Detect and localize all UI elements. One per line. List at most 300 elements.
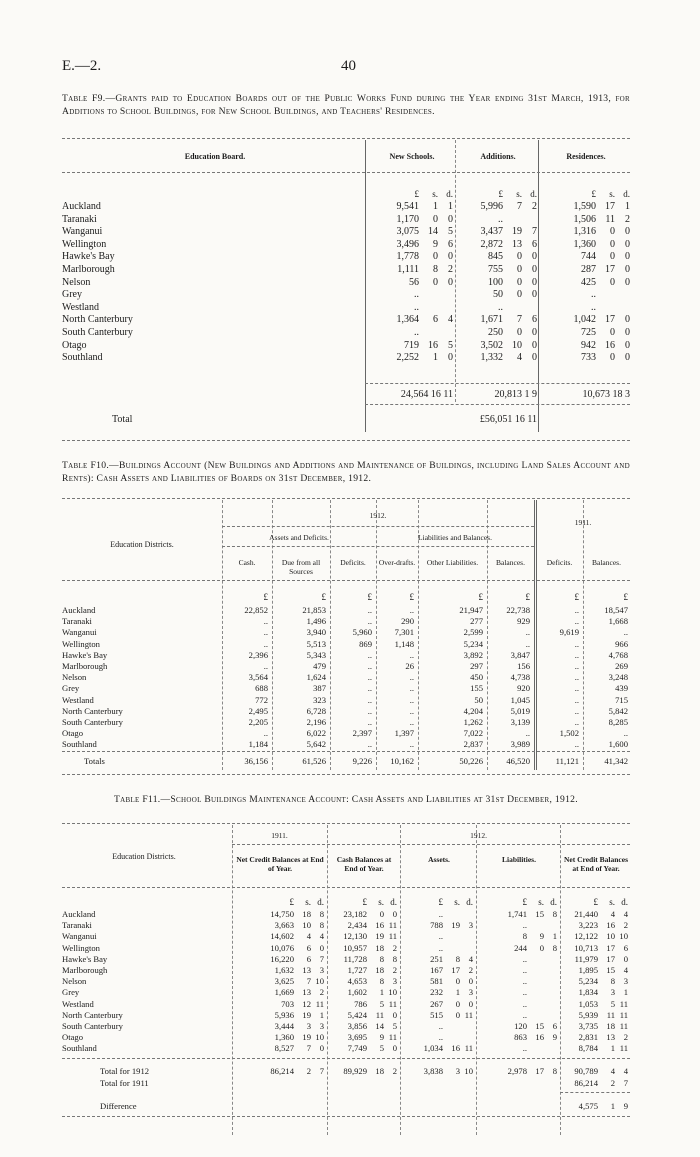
- f10-cell: 1,262: [463, 717, 483, 727]
- f11-cell-d: 0: [392, 1043, 397, 1054]
- f11-cell-s: 13: [302, 965, 311, 975]
- f9-row-add-d: 0: [532, 251, 537, 263]
- f11-cell-s: 1: [455, 987, 460, 998]
- f11-cur-l: £: [289, 897, 294, 907]
- f11-cell-l: ..: [438, 942, 443, 953]
- f9-row-add-d: 0: [532, 339, 537, 351]
- f10-row-label: Otago: [62, 728, 84, 739]
- f10-cell: ..: [263, 616, 268, 627]
- f10-cell: 5,019: [510, 705, 530, 716]
- f9-row-res-l: 942: [581, 339, 596, 351]
- f11-cur-l: £: [362, 897, 367, 907]
- f11-cell-s: 16: [606, 920, 615, 931]
- f11-col-divider: [476, 825, 477, 1135]
- f11-cell-d: 3: [468, 920, 473, 931]
- f11-cell-l: ..: [522, 920, 527, 931]
- f10-head-rule: [62, 580, 630, 581]
- f9-row-new-d: 5: [448, 226, 453, 238]
- f11-cell-l: 1,834: [578, 987, 598, 998]
- f11-total1912-s: 17: [535, 1066, 544, 1076]
- f11-cell-d: 11: [388, 931, 397, 942]
- f10-cell: 290: [401, 616, 414, 627]
- f9-head-new: New Schools.: [389, 152, 435, 161]
- f9-row-new-d: 1: [448, 201, 453, 212]
- f10-cell: 715: [615, 694, 628, 705]
- f9-row-res-l: ..: [591, 301, 596, 313]
- f11-total1912-s: 18: [375, 1066, 384, 1076]
- f9-row-res-l: 1,590: [573, 201, 596, 212]
- f9-row-res-s: 11: [605, 213, 615, 225]
- f11-cell-s: 3: [610, 987, 615, 998]
- f9-new-cur-l: £: [414, 189, 419, 199]
- f10-year-rule: [222, 526, 534, 527]
- f11-cell-l: ..: [438, 1032, 443, 1043]
- f9-row-new-l: 1,364: [396, 314, 419, 326]
- f9-row-label: North Canterbury: [62, 314, 133, 326]
- f9-row-add-l: 250: [488, 327, 503, 338]
- f9-row-res-l: 287: [581, 264, 596, 275]
- f10-row-label: Grey: [62, 683, 80, 694]
- f11-cell-l: 3,444: [274, 1021, 294, 1031]
- f10-cell: ..: [525, 627, 530, 638]
- f11-cell-l: 2,434: [347, 920, 367, 931]
- f10-cell: 156: [517, 661, 530, 671]
- f11-cell-l: 1,602: [347, 987, 367, 998]
- f10-caption: [62, 459, 630, 485]
- f11-caption: [62, 793, 630, 806]
- f9-row-new-d: 6: [448, 238, 453, 250]
- f9-add-cur-s: s.: [516, 189, 522, 199]
- f9-row-add-s: 10: [512, 339, 522, 351]
- f10-cell: 387: [313, 683, 326, 694]
- f9-row-res-s: 0: [610, 327, 615, 338]
- f10-cur: £: [525, 592, 530, 602]
- f11-cell-s: 1: [610, 1043, 615, 1054]
- f9-row-add-s: 7: [517, 314, 522, 326]
- f9-add-cur-l: £: [498, 189, 503, 199]
- f9-row-new-d: 0: [448, 251, 453, 263]
- f11-row-label: Nelson: [62, 976, 87, 987]
- f9-row-new-s: 0: [433, 276, 438, 288]
- f9-caption: [62, 92, 630, 118]
- f10-cell: 5,234: [463, 638, 483, 649]
- f10-cell: 966: [615, 638, 628, 649]
- f10-cell: ..: [367, 616, 372, 627]
- f11-cell-d: 4: [623, 909, 628, 919]
- f11-cell-d: 2: [392, 965, 397, 975]
- f11-cell-l: 1,360: [274, 1032, 294, 1043]
- f9-row-add-s: 0: [517, 251, 522, 263]
- f11-cell-d: 8: [392, 953, 397, 964]
- f10-caption-label: Table F10.: [62, 460, 110, 471]
- f9-row-new-s: 6: [433, 314, 438, 326]
- f11-row-label: Grey: [62, 987, 80, 998]
- f11-head-liab: Liabilities.: [502, 855, 536, 864]
- f11-head-cash: Cash Balances at End of Year.: [336, 855, 392, 873]
- f11-cell-l: 3,735: [578, 1021, 598, 1031]
- f9-row-new-l: 1,170: [396, 213, 419, 225]
- f10-cell: 772: [255, 694, 268, 705]
- f10-cell: 9,619: [559, 627, 579, 638]
- f9-row-res-l: 1,506: [573, 213, 596, 225]
- f11-cell-l: ..: [438, 909, 443, 919]
- f9-res-cur-s: s.: [609, 189, 615, 199]
- f9-row-res-l: 1,360: [573, 238, 596, 250]
- f10-cell: 2,205: [248, 717, 268, 727]
- f10-cell: ..: [623, 627, 628, 638]
- f11-cell-l: 8,784: [578, 1043, 598, 1054]
- f9-total-label: Total: [112, 414, 133, 425]
- f11-row-label: Taranaki: [62, 920, 92, 931]
- f10-head-due: Due from all Sources: [281, 558, 321, 576]
- f9-row-label: Nelson: [62, 276, 91, 288]
- f9-row-res-d: 0: [625, 339, 630, 351]
- f11-cell-d: 8: [319, 920, 324, 931]
- f11-cell-s: 18: [302, 909, 311, 919]
- f11-cell-s: 0: [455, 998, 460, 1009]
- f11-cell-s: 7: [306, 976, 311, 987]
- f11-cell-l: 5,424: [347, 1009, 367, 1020]
- f11-head-assets: Assets.: [428, 855, 450, 864]
- f10-cell: 269: [615, 661, 628, 671]
- f10-cell: ..: [574, 672, 579, 683]
- f11-cell-d: 8: [552, 909, 557, 919]
- f11-diff-d: 9: [623, 1101, 628, 1111]
- f9-row-add-l: 3,502: [480, 339, 503, 351]
- f11-total1912-d: 10: [464, 1066, 473, 1076]
- f11-cell-l: 3,625: [274, 976, 294, 987]
- f10-row-label: North Canterbury: [62, 705, 123, 716]
- f10-cell: ..: [367, 717, 372, 727]
- f10-cell: 21,853: [302, 605, 326, 615]
- f9-row-label: Southland: [62, 352, 103, 364]
- f11-cur-d: d.: [317, 897, 324, 907]
- f11-cur-s: s.: [538, 897, 544, 907]
- f9-row-add-l: 5,996: [480, 201, 503, 212]
- f11-cell-s: 15: [535, 1021, 544, 1031]
- f11-cell-l: ..: [522, 965, 527, 975]
- f10-cell: 18,547: [604, 605, 628, 615]
- f10-cell: 3,892: [463, 649, 483, 660]
- f9-grand-total: £56,051 16 11: [479, 414, 537, 425]
- f11-bottom-rule: [62, 1116, 630, 1117]
- f9-subtotal-add: 20,813 1 9: [494, 389, 537, 400]
- f11-cell-s: 10: [302, 920, 311, 931]
- f11-cur-s: s.: [378, 897, 384, 907]
- f9-row-add-d: 0: [532, 289, 537, 301]
- f9-row-label: Grey: [62, 289, 82, 301]
- f11-cell-s: 9: [539, 931, 544, 942]
- f11-cell-s: 5: [379, 998, 384, 1009]
- f10-cell: 7,022: [463, 728, 483, 739]
- f10-cell: ..: [574, 717, 579, 727]
- f9-row-new-s: 8: [433, 264, 438, 275]
- f9-row-new-s: 1: [433, 352, 438, 364]
- f11-cell-l: 167: [430, 965, 443, 975]
- f9-row-add-s: 19: [512, 226, 522, 238]
- f9-vline-2: [455, 140, 456, 402]
- f9-row-res-s: 17: [605, 201, 615, 212]
- f11-cell-s: 19: [302, 1032, 311, 1043]
- f11-cell-d: 11: [619, 1021, 628, 1031]
- f11-cell-l: 1,727: [347, 965, 367, 975]
- f10-cell: 3,940: [306, 627, 326, 638]
- f11-cell-l: 7,749: [347, 1043, 367, 1054]
- f10-caption-text: —Buildings Account (New Buildings and Additions and Maintenance of Buildings, including Land Sales Account and Rents): Cash Assets and Liabilities of Boards on 31st December, 1912.: [62, 460, 630, 484]
- f9-bottom-rule: [62, 440, 630, 441]
- f11-cell-s: 18: [606, 1021, 615, 1031]
- f9-row-add-s: 4: [517, 352, 522, 364]
- f11-cell-s: 0: [379, 909, 384, 919]
- f11-cell-l: 581: [430, 976, 443, 987]
- f10-cell: 26: [405, 661, 414, 671]
- f9-row-res-d: 0: [625, 226, 630, 238]
- f9-row-res-d: 1: [625, 201, 630, 212]
- f11-cell-l: 1,034: [423, 1043, 443, 1054]
- f11-cell-l: 5,936: [274, 1009, 294, 1020]
- f10-cell: 869: [359, 638, 372, 649]
- f11-cell-l: 5,939: [578, 1009, 598, 1020]
- f11-col-divider: [327, 825, 328, 1135]
- f10-cell: 929: [517, 616, 530, 627]
- f9-row-res-d: 0: [625, 314, 630, 326]
- f11-cell-s: 6: [306, 942, 311, 953]
- f10-head-deficits: Deficits.: [340, 558, 366, 567]
- f11-cell-d: 0: [623, 953, 628, 964]
- f9-row-new-l: 2,252: [396, 352, 419, 364]
- f9-row-res-d: 0: [625, 238, 630, 250]
- f11-row-label: Hawke's Bay: [62, 953, 108, 964]
- f9-row-res-l: ..: [591, 289, 596, 301]
- f10-top-rule: [62, 498, 630, 499]
- f11-cell-d: 3: [319, 1021, 324, 1031]
- f10-cell: 5,513: [306, 638, 326, 649]
- f10-cell: ..: [409, 605, 414, 615]
- f11-cell-l: 1,669: [274, 987, 294, 998]
- f11-head-net1911: Net Credit Balances at End of Year.: [236, 855, 324, 873]
- f11-cell-d: 0: [392, 909, 397, 919]
- f11-cell-l: 786: [354, 998, 367, 1009]
- f11-cell-s: 7: [306, 1043, 311, 1054]
- f9-row-new-l: 9,541: [396, 201, 419, 212]
- f11-row-label: Wanganui: [62, 931, 97, 942]
- f11-cell-s: 8: [379, 953, 384, 964]
- f10-cell: 155: [470, 683, 483, 694]
- f9-row-new-d: 0: [448, 352, 453, 364]
- f11-cell-d: 11: [388, 998, 397, 1009]
- f9-row-res-s: 17: [605, 264, 615, 275]
- f11-total1911-s: 2: [610, 1078, 615, 1088]
- f10-row-label: Wanganui: [62, 627, 97, 638]
- f10-cell: 1,496: [306, 616, 326, 627]
- f11-cell-d: 4: [623, 965, 628, 975]
- f11-cell-l: ..: [522, 953, 527, 964]
- f10-head-other: Other Liabilities.: [426, 558, 479, 567]
- f11-cell-d: 7: [319, 953, 324, 964]
- f11-cell-l: 10,713: [574, 942, 598, 953]
- f11-cell-l: 3,695: [347, 1032, 367, 1043]
- f9-row-new-s: 0: [433, 251, 438, 263]
- f11-cell-s: 19: [302, 1009, 311, 1020]
- f11-cell-d: 1: [552, 931, 557, 942]
- f10-head-cash: Cash.: [238, 558, 256, 567]
- f11-caption-label: Table F11.: [114, 794, 161, 805]
- f10-cell: 1,397: [394, 728, 414, 739]
- f10-cell: ..: [263, 661, 268, 671]
- f11-cell-d: 10: [315, 976, 324, 987]
- f10-row-label: Marlborough: [62, 661, 108, 671]
- f11-cell-l: 12,122: [574, 931, 598, 942]
- f9-row-label: Wanganui: [62, 226, 103, 238]
- f9-row-add-l: 3,437: [480, 226, 503, 238]
- f10-year-1911: 1911.: [574, 518, 592, 527]
- f11-cell-d: 2: [319, 987, 324, 998]
- f10-total-cell: 46,520: [506, 756, 530, 766]
- f11-cell-s: 15: [606, 965, 615, 975]
- f10-cell: ..: [409, 683, 414, 694]
- f11-col-divider: [232, 825, 233, 1135]
- f10-cell: 4,738: [510, 672, 530, 683]
- f11-row-label: Marlborough: [62, 965, 108, 975]
- f10-cell: 2,599: [463, 627, 483, 638]
- f11-diff-s: 1: [610, 1101, 615, 1111]
- f11-cell-s: 18: [375, 965, 384, 975]
- f9-row-add-l: ..: [498, 213, 503, 225]
- f9-row-add-l: 845: [488, 251, 503, 263]
- f11-cell-s: 12: [302, 998, 311, 1009]
- f10-head-def11: Deficits.: [546, 558, 573, 567]
- f10-cell: ..: [574, 694, 579, 705]
- f9-row-new-d: 4: [448, 314, 453, 326]
- f11-cell-l: 10,076: [270, 942, 294, 953]
- f9-row-new-l: 1,111: [397, 264, 419, 275]
- f10-cell: ..: [409, 717, 414, 727]
- f11-cell-l: ..: [522, 998, 527, 1009]
- f11-cell-l: 11,979: [574, 953, 598, 964]
- f9-row-res-l: 744: [581, 251, 596, 263]
- page-reference: E.—2.: [62, 58, 102, 74]
- f11-cell-s: 19: [451, 920, 460, 931]
- f11-cell-l: 863: [514, 1032, 527, 1043]
- f11-cell-d: 0: [392, 1009, 397, 1020]
- f10-total-cell: 41,342: [604, 756, 628, 766]
- f11-cell-d: 3: [392, 976, 397, 987]
- f11-total1912-d: 2: [392, 1066, 397, 1076]
- f11-cell-l: 1,053: [578, 998, 598, 1009]
- f11-total1912-s: 2: [306, 1066, 311, 1076]
- f10-cell: ..: [367, 683, 372, 694]
- f11-cell-l: 8,527: [274, 1043, 294, 1054]
- f10-cell: ..: [574, 605, 579, 615]
- f11-cell-l: 3,663: [274, 920, 294, 931]
- f9-row-add-s: 13: [512, 238, 522, 250]
- f11-cell-s: 6: [306, 953, 311, 964]
- f10-head-liab: Liabilities and Balances.: [418, 533, 492, 542]
- f11-cell-d: 8: [552, 942, 557, 953]
- f9-row-add-l: 2,872: [480, 238, 503, 250]
- f11-col-divider: [560, 825, 561, 1135]
- f10-total-cell: 10,162: [390, 756, 414, 766]
- f10-row-label: Hawke's Bay: [62, 649, 108, 660]
- f9-vline-3: [538, 140, 539, 432]
- f11-cell-s: 17: [451, 965, 460, 975]
- f11-total1912-l: 86,214: [270, 1066, 294, 1076]
- f9-row-new-l: ..: [414, 289, 419, 301]
- f10-cell: 4,204: [463, 705, 483, 716]
- f11-cell-d: 0: [319, 1043, 324, 1054]
- f10-cell: 3,847: [510, 649, 530, 660]
- f11-cell-s: 13: [606, 1032, 615, 1043]
- f11-cell-l: 10,957: [343, 942, 367, 953]
- f9-row-res-s: 0: [610, 226, 615, 238]
- f11-total1912-d: 7: [319, 1066, 324, 1076]
- f10-cell: 5,842: [608, 705, 628, 716]
- f10-cell: ..: [367, 661, 372, 671]
- f9-row-add-d: 0: [532, 352, 537, 364]
- f11-cell-d: 1: [319, 1009, 324, 1020]
- f10-cell: 2,396: [248, 649, 268, 660]
- f9-row-add-s: 0: [517, 276, 522, 288]
- f10-cell: 5,642: [306, 739, 326, 750]
- f11-year-rule: [232, 844, 630, 845]
- f11-cell-d: 5: [392, 1021, 397, 1031]
- f9-row-res-d: 0: [625, 352, 630, 364]
- f10-cell: ..: [367, 672, 372, 683]
- f10-cell: 920: [517, 683, 530, 694]
- f9-row-new-d: 0: [448, 213, 453, 225]
- f10-cell: ..: [409, 739, 414, 750]
- f10-tot-rule: [62, 751, 630, 752]
- f11-cell-l: 3,223: [578, 920, 598, 931]
- f10-cur: £: [321, 592, 326, 602]
- f9-sub-rule-2: [365, 404, 630, 405]
- f11-cell-s: 16: [375, 920, 384, 931]
- f9-row-add-s: 0: [517, 327, 522, 338]
- f10-cell: 479: [313, 661, 326, 671]
- f10-cur: £: [263, 592, 268, 602]
- f11-cell-s: 19: [375, 931, 384, 942]
- f10-cell: 1,624: [306, 672, 326, 683]
- f9-row-new-s: 9: [433, 238, 438, 250]
- f9-row-add-d: 6: [532, 314, 537, 326]
- f10-cell: 22,852: [244, 605, 268, 615]
- f10-head-assets: Assets and Deficits.: [269, 533, 329, 542]
- f10-row-label: Wellington: [62, 638, 100, 649]
- f11-cell-l: ..: [438, 931, 443, 942]
- f10-total-cell: 11,121: [555, 756, 579, 766]
- f9-vline-1: [365, 140, 366, 432]
- f11-cell-d: 1: [623, 987, 628, 998]
- f9-row-label: Westland: [62, 301, 99, 313]
- f9-row-new-d: 2: [448, 264, 453, 275]
- f11-cell-d: 2: [623, 920, 628, 931]
- f9-row-add-l: ..: [498, 301, 503, 313]
- f9-row-new-s: 0: [433, 213, 438, 225]
- f10-cur: £: [478, 592, 483, 602]
- f9-row-res-s: 0: [610, 238, 615, 250]
- f10-head-district: Education Districts.: [110, 540, 174, 549]
- f11-cur-d: d.: [390, 897, 397, 907]
- f11-cell-l: 12,130: [343, 931, 367, 942]
- f10-cell: ..: [367, 694, 372, 705]
- f11-cell-l: 267: [430, 998, 443, 1009]
- f11-cell-s: 16: [451, 1043, 460, 1054]
- f11-total1912-s: 4: [610, 1066, 615, 1076]
- f9-new-cur-s: s.: [432, 189, 438, 199]
- f11-total1912-l: 90,789: [574, 1066, 598, 1076]
- f10-cell: 1,184: [248, 739, 268, 750]
- f9-row-new-l: 1,778: [396, 251, 419, 263]
